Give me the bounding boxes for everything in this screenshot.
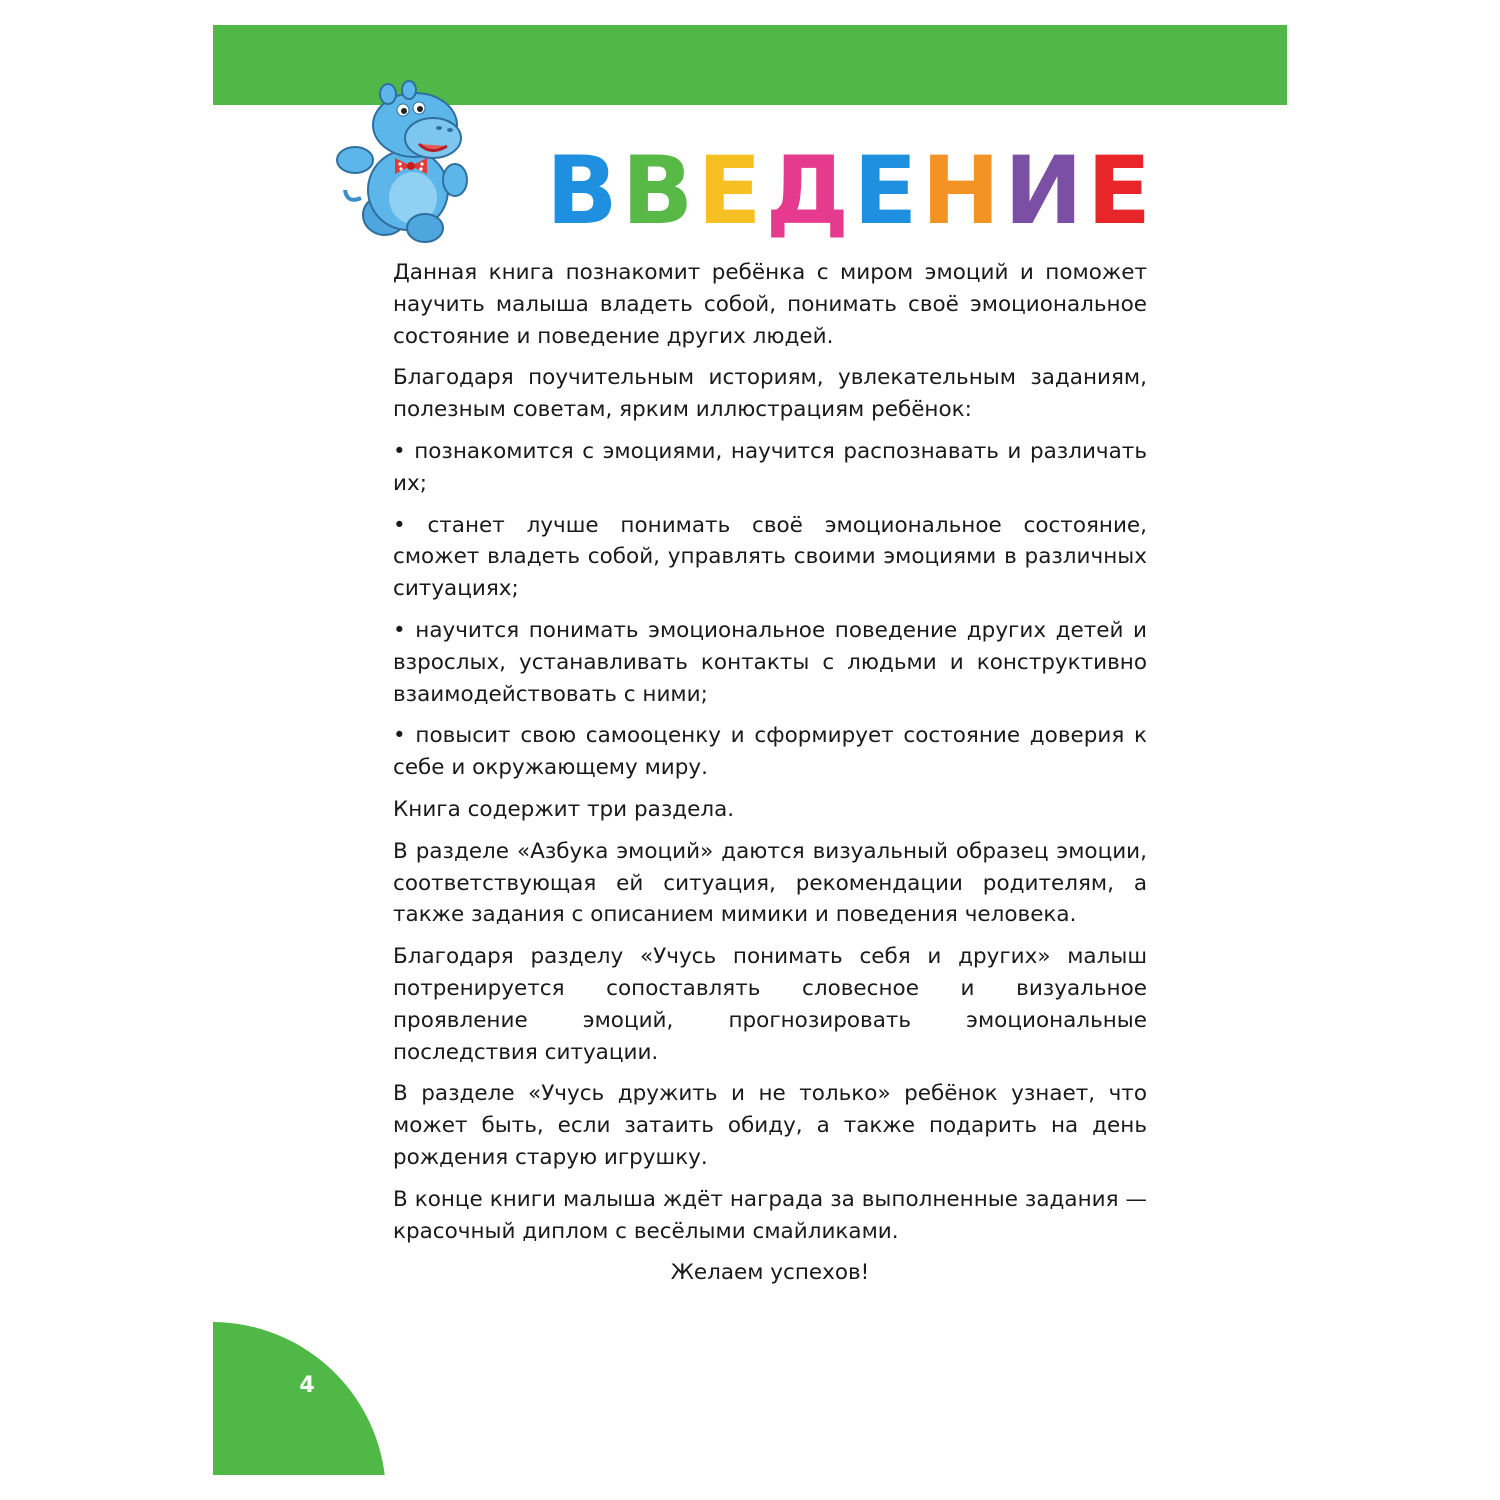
hippo-mascot-icon (333, 80, 473, 245)
bullet-item: • станет лучше понимать своё эмоциональное состояние, сможет владеть собой, управлять своими эмоциями в различных ситуациях; (393, 512, 1147, 602)
book-page (213, 25, 1287, 1475)
paragraph: В разделе «Азбука эмоций» даются визуальный образец эмоции, соответствующая ей ситуация, рекомендации родителям, а также задания с описанием мимики и поведения человека. (393, 838, 1147, 928)
bullet-item: • повысит свою самооценку и сформирует состояние доверия к себе и окружающему миру. (393, 723, 1147, 781)
bullet-item: • познакомится с эмоциями, научится распознавать и различать их; (393, 438, 1147, 496)
page-title (546, 137, 1152, 247)
title-letter: В (621, 137, 695, 246)
paragraph: В разделе «Учусь дружить и не только» ребёнок узнает, что может быть, если затаить обиду, а также подарить на день рождения старую игрушку. (393, 1081, 1147, 1170)
title-letter: Е (853, 137, 919, 246)
closing-wish: Желаем успехов! (670, 1260, 870, 1286)
title-letter: И (1004, 137, 1084, 246)
paragraph: Благодаря разделу «Учусь понимать себя и других» малыш потренируется сопоставлять словесное и визуальное проявление эмоций, прогнозировать эмоциональные последствия ситуации. (393, 944, 1147, 1065)
title-letter: Д (765, 137, 851, 246)
paragraph: В конце книги малыша ждёт награда за выполненные задания — красочный диплом с весёлыми смайликами. (393, 1186, 1147, 1244)
title-letter: Н (921, 137, 1002, 246)
page-number: 4 (299, 1373, 315, 1398)
paragraph: Данная книга познакомит ребёнка с миром эмоций и поможет научить малыша владеть собой, понимать своё эмоциональное состояние и поведение других людей. (393, 260, 1147, 349)
intro-text (393, 257, 1147, 1299)
title-letter: Е (697, 137, 763, 246)
paragraph: Книга содержит три раздела. (393, 796, 735, 822)
page-number-circle (213, 1322, 386, 1475)
title-letter: Е (1086, 137, 1153, 246)
title-letter: В (546, 137, 619, 246)
bullet-item: • научится понимать эмоциональное поведение других детей и взрослых, устанавливать контакты с людьми и конструктивно взаимодействовать с ними; (393, 617, 1147, 707)
paragraph: Благодаря поучительным историям, увлекательным заданиям, полезным советам, ярким иллюстрациям ребёнок: (393, 365, 1147, 423)
